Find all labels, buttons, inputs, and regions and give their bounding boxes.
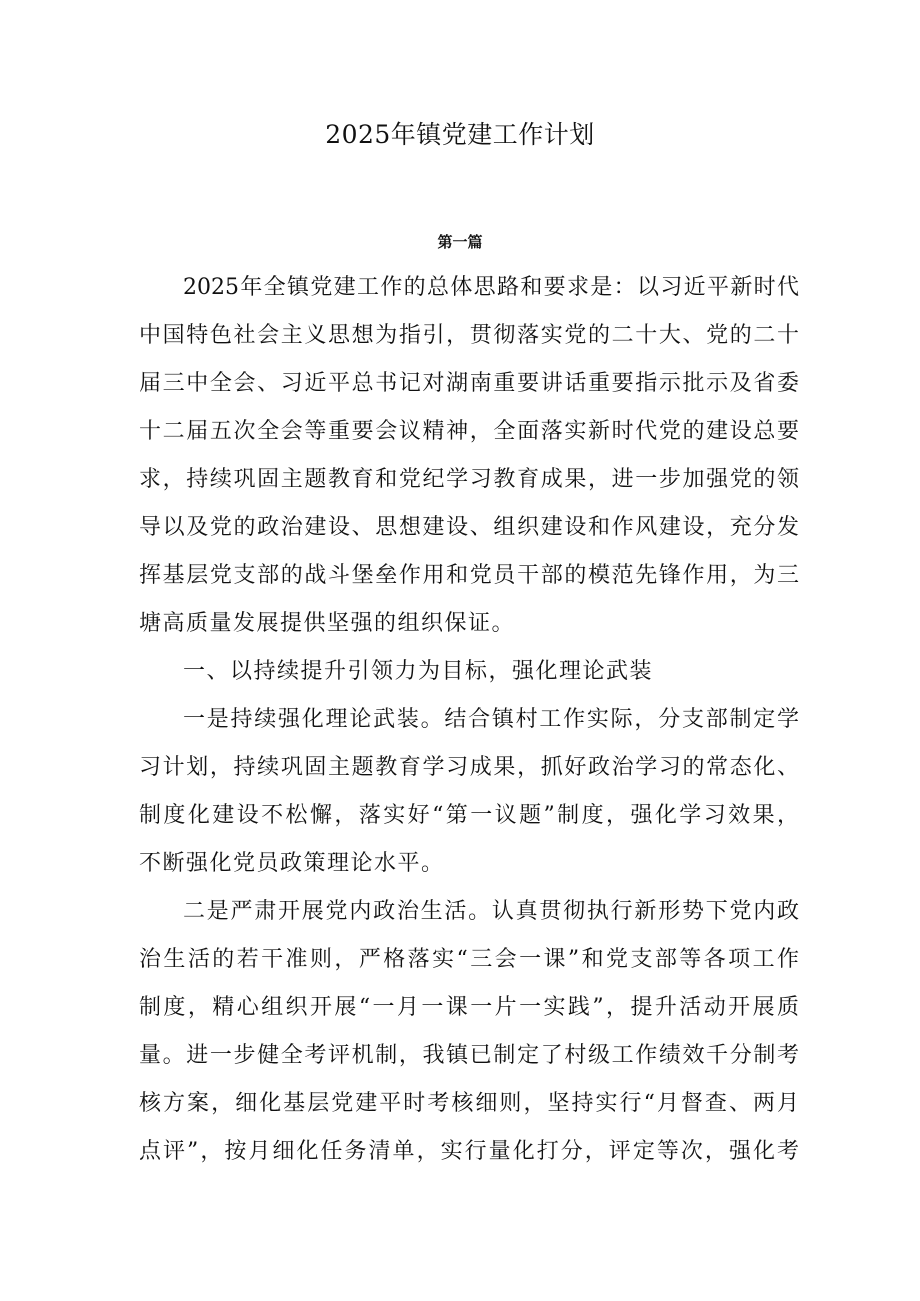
section-label: 第一篇 [437, 233, 483, 251]
paragraph-line: 挥基层党支部的战斗堡垒作用和党员干部的模范先锋作用，为三 [139, 563, 799, 588]
paragraph-line: 治生活的若干准则，严格落实“三会一课”和党支部等各项工作 [139, 947, 799, 972]
paragraph-line: 核方案，细化基层党建平时考核细则，坚持实行“月督查、两月 [139, 1091, 799, 1116]
paragraph-line: 习计划，持续巩固主题教育学习成果，抓好政治学习的常态化、 [139, 755, 799, 780]
paragraph-line: 十二届五次全会等重要会议精神，全面落实新时代党的建设总要 [139, 419, 799, 444]
paragraph-line: 2025年全镇党建工作的总体思路和要求是：以习近平新时代 [183, 275, 799, 300]
paragraph-line: 二是严肃开展党内政治生活。认真贯彻执行新形势下党内政 [183, 899, 799, 924]
paragraph-line: 届三中全会、习近平总书记对湖南重要讲话重要指示批示及省委 [139, 371, 799, 396]
paragraph-line: 制度化建设不松懈，落实好“第一议题”制度，强化学习效果， [139, 803, 799, 828]
paragraph-line: 量。进一步健全考评机制，我镇已制定了村级工作绩效千分制考 [139, 1043, 799, 1068]
section-heading: 一、以持续提升引领力为目标，强化理论武装 [183, 659, 654, 684]
paragraph-line: 点评”，按月细化任务清单，实行量化打分，评定等次，强化考 [139, 1139, 799, 1164]
paragraph-line: 求，持续巩固主题教育和党纪学习教育成果，进一步加强党的领 [139, 467, 799, 492]
paragraph-line: 塘高质量发展提供坚强的组织保证。 [139, 611, 516, 636]
paragraph-line: 中国特色社会主义思想为指引，贯彻落实党的二十大、党的二十 [139, 323, 799, 348]
document-title: 2025年镇党建工作计划 [325, 120, 595, 149]
paragraph-line: 制度，精心组织开展“一月一课一片一实践”，提升活动开展质 [139, 995, 799, 1020]
paragraph-line: 导以及党的政治建设、思想建设、组织建设和作风建设，充分发 [139, 515, 799, 540]
paragraph-line: 一是持续强化理论武装。结合镇村工作实际，分支部制定学 [183, 707, 799, 732]
paragraph-line: 不断强化党员政策理论水平。 [139, 851, 445, 876]
